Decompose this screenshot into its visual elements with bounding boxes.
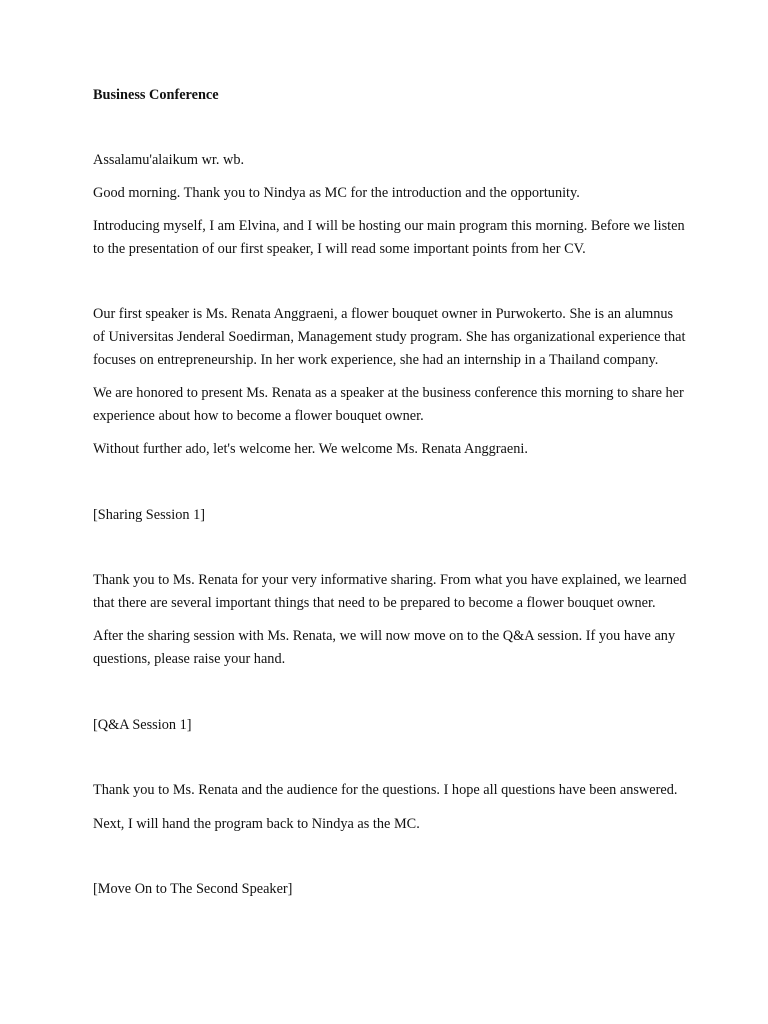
thanks-questions-paragraph: Thank you to Ms. Renata and the audience for the questions. I hope all questions have been answered. <box>93 782 678 798</box>
sharing-session-marker: [Sharing Session 1] <box>93 507 205 523</box>
hand-back-paragraph: Next, I will hand the program back to Nindya as the MC. <box>93 816 420 832</box>
welcome-paragraph: Without further ado, let's welcome her. We welcome Ms. Renata Anggraeni. <box>93 441 528 457</box>
second-speaker-marker: [Move On to The Second Speaker] <box>93 881 293 897</box>
honored-paragraph-line-1: We are honored to present Ms. Renata as a speaker at the business conference this morning to share her <box>93 385 684 401</box>
qa-intro-line-2: questions, please raise your hand. <box>93 651 286 667</box>
thanks-sharing-line-1: Thank you to Ms. Renata for your very informative sharing. From what you have explained, we learned <box>93 572 687 588</box>
honored-paragraph-line-2: experience about how to become a flower bouquet owner. <box>93 408 424 424</box>
intro-paragraph-line-1: Introducing myself, I am Elvina, and I will be hosting our main program this morning. Before we listen <box>93 218 685 234</box>
cv-paragraph-line-1: Our first speaker is Ms. Renata Anggraeni, a flower bouquet owner in Purwokerto. She is an alumnus <box>93 306 674 322</box>
thanks-sharing-line-2: that there are several important things that need to be prepared to become a flower bouquet owner. <box>93 595 656 611</box>
cv-paragraph-line-3: focuses on entrepreneurship. In her work experience, she had an internship in a Thailand company. <box>93 352 659 368</box>
greeting: Assalamu'alaikum wr. wb. <box>93 152 245 168</box>
intro-paragraph-line-2: to the presentation of our first speaker, I will read some important points from her CV. <box>93 241 586 257</box>
qa-session-marker: [Q&A Session 1] <box>93 717 192 733</box>
document-title: Business Conference <box>93 87 219 103</box>
cv-paragraph-line-2: of Universitas Jenderal Soedirman, Management study program. She has organizational experience that <box>93 329 686 345</box>
thanks-mc-paragraph: Good morning. Thank you to Nindya as MC for the introduction and the opportunity. <box>93 185 580 201</box>
document-page <box>93 0 687 1024</box>
qa-intro-line-1: After the sharing session with Ms. Renata, we will now move on to the Q&A session. If you have any <box>93 628 676 644</box>
